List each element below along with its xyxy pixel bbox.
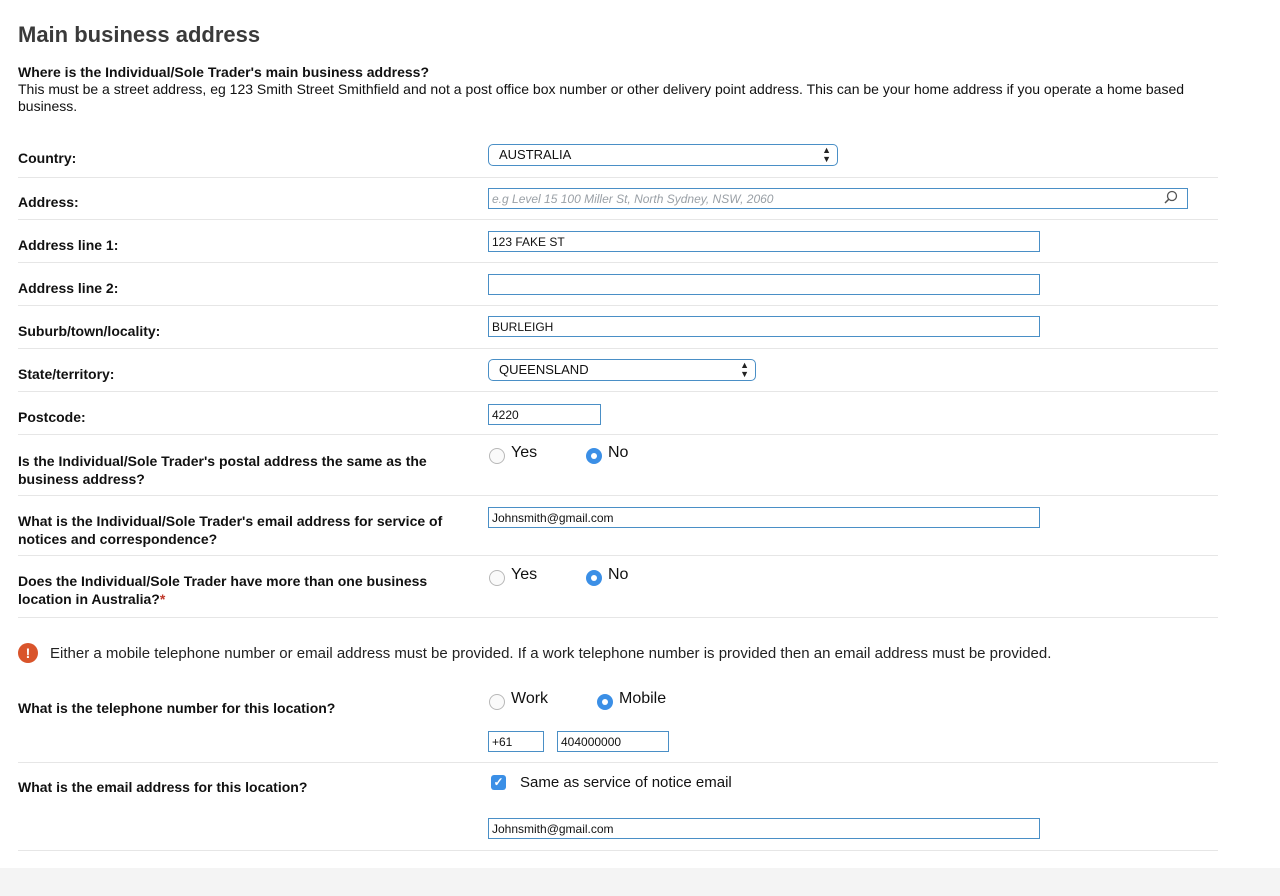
- email-service-label: What is the Individual/Sole Trader's email address for service of notices and correspondence?: [18, 513, 443, 547]
- radio-selected: [586, 570, 602, 586]
- multi-location-text: Does the Individual/Sole Trader have more than one business location in Australia?: [18, 573, 428, 607]
- multi-location-yes-radio[interactable]: [489, 564, 537, 586]
- page-title: Main business address: [18, 22, 261, 47]
- country-label: Country:: [18, 150, 77, 166]
- phone-mobile-radio[interactable]: [597, 688, 666, 710]
- radio-unselected: [489, 570, 505, 586]
- postcode-input[interactable]: [488, 404, 601, 425]
- radio-unselected: [489, 448, 505, 464]
- radio-label: No: [608, 444, 629, 461]
- select-arrows-icon: ▲ ▼: [740, 360, 749, 379]
- country-value: AUSTRALIA: [499, 147, 572, 162]
- select-arrows-icon: ▲ ▼: [822, 145, 831, 164]
- intro-text: [18, 64, 1218, 115]
- address-description: This must be a street address, eg 123 Smith Street Smithfield and not a post office box number or other delivery point address. This can be your home address if you operate a home based business.: [18, 81, 1185, 114]
- address-line2-input[interactable]: [488, 274, 1040, 295]
- phone-work-radio[interactable]: [489, 688, 548, 710]
- radio-label: Yes: [511, 566, 538, 583]
- validation-notice: [18, 643, 1051, 663]
- address-row: [18, 177, 1218, 220]
- address-line1-input[interactable]: [488, 231, 1040, 252]
- postal-same-label: Is the Individual/Sole Trader's postal address the same as the business address?: [18, 453, 427, 487]
- multi-location-row: [18, 555, 1218, 618]
- radio-selected: [586, 448, 602, 464]
- address-line2-label: Address line 2:: [18, 280, 119, 296]
- radio-label: Mobile: [619, 690, 667, 707]
- location-email-input[interactable]: [488, 818, 1040, 839]
- radio-label: Yes: [511, 444, 538, 461]
- location-email-label: What is the email address for this location?: [18, 779, 308, 795]
- notice-text: Either a mobile telephone number or email address must be provided. If a work telephone number is provided then an email address must be provided.: [50, 644, 1052, 662]
- phone-number-input[interactable]: [557, 731, 669, 752]
- address-question: Where is the Individual/Sole Trader's main business address?: [18, 64, 430, 80]
- state-row: [18, 348, 1218, 392]
- address-label: Address:: [18, 194, 79, 210]
- email-service-input[interactable]: [488, 507, 1040, 528]
- postcode-label: Postcode:: [18, 409, 86, 425]
- radio-selected: [597, 694, 613, 710]
- radio-label: Work: [511, 690, 549, 707]
- address-line1-label: Address line 1:: [18, 237, 119, 253]
- state-label: State/territory:: [18, 366, 115, 382]
- multi-location-no-radio[interactable]: [586, 564, 628, 586]
- required-marker: *: [159, 591, 166, 607]
- postal-same-yes-radio[interactable]: [489, 442, 537, 464]
- suburb-label: Suburb/town/locality:: [18, 323, 161, 339]
- checkbox-checked-icon[interactable]: ✓: [491, 775, 506, 790]
- radio-unselected: [489, 694, 505, 710]
- radio-label: No: [608, 566, 629, 583]
- country-row: [18, 136, 1218, 178]
- country-select[interactable]: [488, 144, 838, 166]
- phone-country-code-input[interactable]: [488, 731, 544, 752]
- address-search-input[interactable]: [488, 188, 1188, 209]
- location-email-row: [18, 762, 1218, 851]
- suburb-row: [18, 305, 1218, 349]
- same-email-checkbox-label: Same as service of notice email: [520, 774, 732, 791]
- postcode-row: [18, 391, 1218, 435]
- state-select[interactable]: [488, 359, 756, 381]
- same-email-checkbox-row[interactable]: [491, 774, 732, 791]
- email-service-row: [18, 495, 1218, 556]
- footer-band: [0, 868, 1280, 896]
- phone-row: [18, 684, 1218, 763]
- multi-location-label: [18, 572, 438, 608]
- phone-label: What is the telephone number for this location?: [18, 700, 336, 716]
- address-line1-row: [18, 219, 1218, 263]
- postal-same-row: [18, 434, 1218, 496]
- suburb-input[interactable]: [488, 316, 1040, 337]
- search-icon[interactable]: [1164, 190, 1178, 204]
- postal-same-no-radio[interactable]: [586, 442, 628, 464]
- warning-icon: !: [18, 643, 38, 663]
- state-value: QUEENSLAND: [499, 362, 589, 377]
- address-line2-row: [18, 262, 1218, 306]
